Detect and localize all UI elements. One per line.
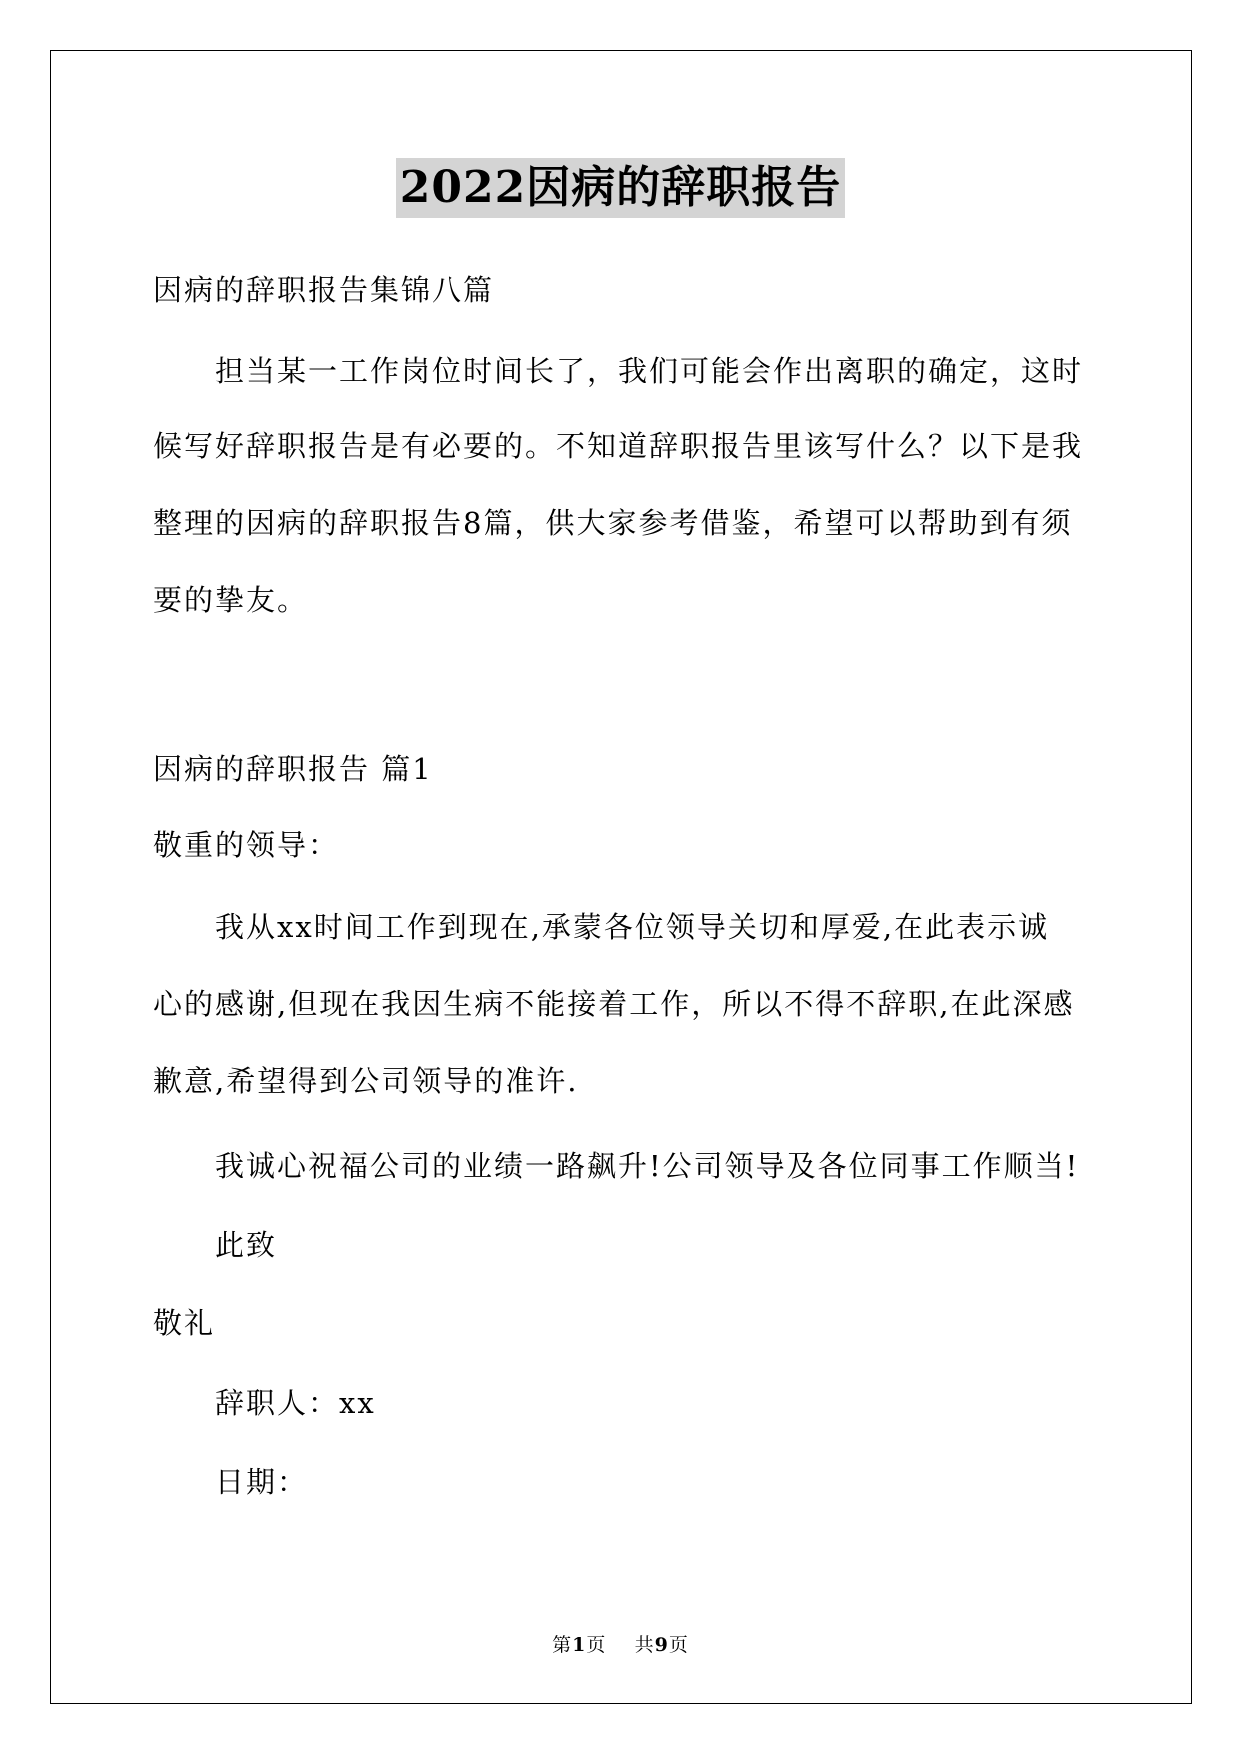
document-title: 2022因病的辞职报告 <box>396 158 845 218</box>
body-line-2: 心的感谢,但现在我因生病不能接着工作，所以不得不辞职,在此深感 <box>153 987 1075 1021</box>
salutation: 敬重的领导： <box>153 828 340 862</box>
intro-line-4: 要的挚友。 <box>153 583 309 617</box>
section-title: 因病的辞职报告 篇1 <box>153 752 433 786</box>
intro-line-1: 担当某一工作岗位时间长了，我们可能会作出离职的确定，这时 <box>215 354 1084 388</box>
closing-ci-zhi: 此致 <box>215 1228 278 1262</box>
body-line-1: 我从xx时间工作到现在,承蒙各位领导关切和厚爱,在此表示诚 <box>215 910 1050 944</box>
total-pages: 9 <box>654 1634 669 1656</box>
total-prefix: 共 <box>634 1634 655 1656</box>
signer: 辞职人：xx <box>215 1386 376 1420</box>
total-suffix: 页 <box>668 1634 689 1656</box>
page-suffix: 页 <box>586 1634 607 1656</box>
body-line-3: 歉意,希望得到公司领导的准许. <box>153 1064 579 1098</box>
closing-jing-li: 敬礼 <box>153 1306 216 1340</box>
page-footer <box>0 1630 1241 1657</box>
intro-line-2: 候写好辞职报告是有必要的。不知道辞职报告里该写什么？以下是我 <box>153 429 1084 463</box>
subtitle: 因病的辞职报告集锦八篇 <box>153 273 495 307</box>
date-label: 日期： <box>215 1465 309 1499</box>
page-number: 1 <box>572 1634 587 1656</box>
wish-line: 我诚心祝福公司的业绩一路飙升!公司领导及各位同事工作顺当! <box>215 1149 1080 1183</box>
intro-line-3: 整理的因病的辞职报告8篇，供大家参考借鉴，希望可以帮助到有须 <box>153 506 1073 540</box>
page-prefix: 第 <box>552 1634 573 1656</box>
title-container <box>0 158 1241 218</box>
